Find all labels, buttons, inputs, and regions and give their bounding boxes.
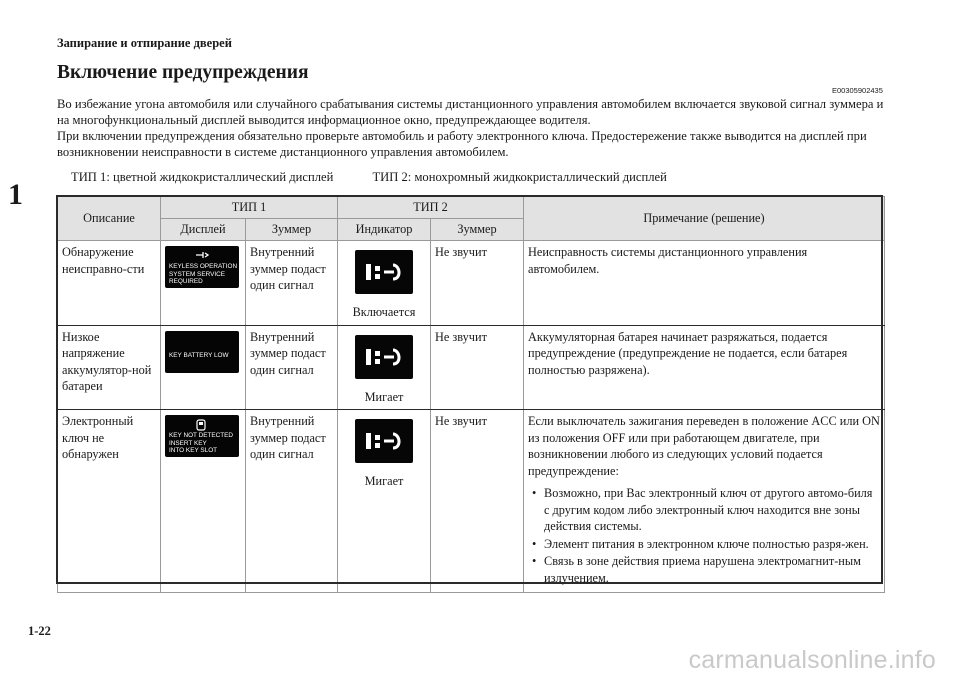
header-display: Дисплей — [161, 219, 246, 241]
intro-text — [57, 96, 897, 160]
key-indicator-icon — [355, 419, 413, 463]
key-fob-icon — [195, 419, 207, 433]
display-screen — [165, 331, 239, 373]
display-screen — [165, 246, 239, 288]
list-item: • Элемент питания в электронном ключе полностью разря-жен. — [544, 536, 880, 553]
row-description: Низкое напряжение аккумулятор-ной батареи — [58, 325, 161, 410]
row-buzzer-type2: Не звучит — [431, 325, 524, 410]
header-description: Описание — [58, 197, 161, 241]
type2-legend: ТИП 2: монохромный жидкокристаллический дисплей — [372, 170, 667, 184]
chapter-number: 1 — [8, 178, 23, 211]
row-buzzer-type1: Внутренний зуммер подаст один сигнал — [246, 241, 338, 326]
display-cell — [161, 241, 246, 326]
indicator-cell — [338, 410, 431, 593]
header-type1: ТИП 1 — [161, 197, 338, 219]
watermark[interactable]: carmanualsonline.info — [688, 646, 936, 674]
type-legend — [71, 170, 667, 185]
display-screen — [165, 415, 239, 457]
header-buzzer-type1: Зуммер — [246, 219, 338, 241]
intro-paragraph-1: Во избежание угона автомобиля или случайного срабатывания системы дистанционного управления автомобилем включается звуковой сигнал зуммера и на многофункциональный дисплей выводится информационное окно, предупреждающее водителя. — [57, 97, 884, 127]
indicator-label: Мигает — [364, 474, 404, 488]
note-bullets — [528, 485, 880, 586]
row-note — [524, 410, 885, 593]
row-note: Аккумуляторная батарея начинает разряжаться, подается предупреждение (предупреждение не подается, если батарея полностью разряжена). — [524, 325, 885, 410]
table-row — [58, 325, 885, 410]
header-title: Запирание и отпирание дверей — [57, 36, 232, 50]
display-message: KEY NOT DETECTED INSERT KEY INTO KEY SLOT — [169, 432, 234, 454]
row-buzzer-type2: Не звучит — [431, 410, 524, 593]
document-code: E00305902435 — [832, 86, 883, 95]
header-buzzer-type2: Зуммер — [431, 219, 524, 241]
row-buzzer-type1: Внутренний зуммер подаст один сигнал — [246, 410, 338, 593]
table-row — [58, 241, 885, 326]
indicator-label: Мигает — [364, 389, 404, 404]
row-buzzer-type2: Не звучит — [431, 241, 524, 326]
key-wrench-icon — [195, 250, 209, 262]
key-indicator-icon — [355, 335, 413, 379]
row-buzzer-type1: Внутренний зуммер подаст один сигнал — [246, 325, 338, 410]
display-message: KEY BATTERY LOW — [169, 351, 229, 359]
warning-table — [57, 196, 885, 593]
display-cell — [161, 410, 246, 593]
intro-paragraph-2: При включении предупреждения обязательно проверьте автомобиль и работу электронного ключа. Предостережение также выводится на дисплей при возникновении неисправности в системе дистанционного управления автомобилем. — [57, 129, 867, 159]
type1-legend: ТИП 1: цветной жидкокристаллический дисплей — [71, 170, 334, 184]
table-row — [58, 410, 885, 593]
header-note: Примечание (решение) — [524, 197, 885, 241]
indicator-label: Включается — [352, 305, 416, 319]
row-description: Электронный ключ не обнаружен — [58, 410, 161, 593]
page-number: 1-22 — [28, 624, 51, 638]
row-description: Обнаружение неисправно-сти — [58, 241, 161, 326]
indicator-cell — [338, 325, 431, 410]
indicator-cell — [338, 241, 431, 326]
list-item: • Связь в зоне действия приема нарушена электромагнит-ным излучением. — [544, 553, 880, 586]
list-item: • Возможно, при Вас электронный ключ от другого автомо-биля с другим кодом либо электронный ключ находится вне зоны действия системы. — [544, 485, 880, 535]
display-cell — [161, 325, 246, 410]
header-indicator: Индикатор — [338, 219, 431, 241]
section-title: Включение предупреждения — [57, 62, 309, 83]
row-note: Неисправность системы дистанционного управления автомобилем. — [524, 241, 885, 326]
display-message: KEYLESS OPERATION SYSTEM SERVICE REQUIRED — [169, 263, 238, 285]
note-text: Если выключатель зажигания переведен в положение ACC или ON из положения OFF или при работающем двигателе, при возникновении любого из следующих условий подается предупреждение: — [528, 414, 880, 478]
key-indicator-icon — [355, 250, 413, 294]
header-type2: ТИП 2 — [338, 197, 524, 219]
